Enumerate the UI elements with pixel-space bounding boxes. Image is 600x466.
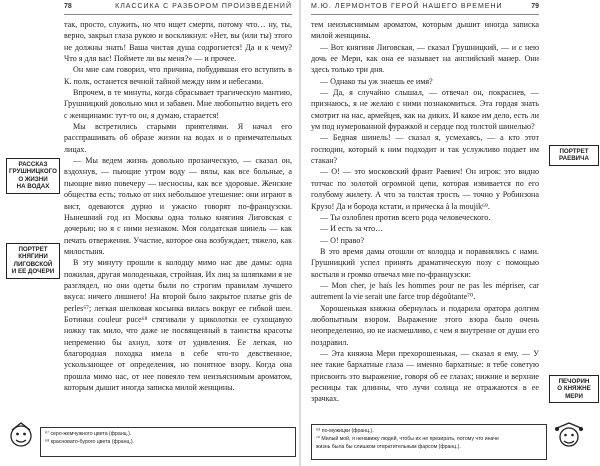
paragraph: — Mon cher, je haïs les hommes pour ne pas les mépriser, car autrement la vie serait une farce trop dégoûtante⁷⁰. <box>311 280 539 302</box>
paragraph: так, просто, служить, но что ищет смерти, потому что… ну, ты, верно, закрыл глаза рукою и воскликнул: «Нет, вы (или ты) этого не должны знать! Ваша чистая душа содрогнется! Да и к чему? Что я для вас! Поймете ли вы меня?» — и прочее. <box>64 20 292 64</box>
paragraph: — Да, я случайно слышал, — отвечал он, покраснев, — признаюсь, я не желаю с ними познакомиться. Эта гордая знать смотрит на нас, армейцев, как на диких. И какое им дело, есть ли ум под нумерованной фуражкой и сердце под толстой шинелью? <box>311 88 539 132</box>
jester-bells-icon <box>553 420 585 450</box>
left-body-text <box>64 19 292 393</box>
paragraph: Хорошенькая княжна обернулась и подарила оратора долгим любопытным взором. Выражение этого взора было очень неопределенно, но не насмешливо, с чем я внутренне от души его поздравил. <box>311 303 539 347</box>
left-running-title: КЛАССИКА С РАЗБОРОМ ПРОИЗВЕДЕНИЙ <box>115 3 292 10</box>
margin-note-grushnitsky-story: РАССКАЗ ГРУШНИЦКОГО О ЖИЗНИ НА ВОДАХ <box>6 158 60 194</box>
paragraph: — Эта княжна Мери прехорошенькая, — сказал я ему. — У нее такие бархатные глаза — именно бархатные: я тебе советую присвоить это выражение, говоря об ее глазах; нижние и верхние ресницы так длинны, что лучи солнца не отражаются в ее зрачках. <box>311 348 539 404</box>
margin-note-pechorin-about-mary: ПЕЧОРИН О КНЯЖНЕ МЕРИ <box>549 375 599 403</box>
paragraph: Он мне сам говорил, что причина, побудившая его вступить в К. полк, останется вечной тайной между ним и небесами. <box>64 65 292 86</box>
paragraph: — О! — это московский франт Раевич! Он игрок: это видно тотчас по золотой огромной цепи, которая извивается по его голубому жилету. А что за толстая трость — точно у Робинзона Крузо! Да и борода кстати, и прическа à la moujik⁶⁹. <box>311 167 539 211</box>
right-running-title: М.Ю. ЛЕРМОНТОВ ГЕРОЙ НАШЕГО ВРЕМЕНИ <box>311 3 503 10</box>
right-page-number: 79 <box>531 3 539 10</box>
paragraph: Мы встретились старыми приятелями. Я начал его расспрашивать об образе жизни на водах и о примечательных лицах. <box>64 122 292 154</box>
left-page-number: 78 <box>64 3 72 10</box>
footnote: ⁶⁸ красновато-бурого цвета (франц.). <box>45 439 135 445</box>
paragraph: — Ты озлоблен против всего рода человеческого. <box>320 212 491 222</box>
footnote: ⁶⁷ серо-жемчужного цвета (франц.). <box>45 431 132 437</box>
paragraph: — И есть за что… <box>320 224 384 234</box>
paragraph: — Мы ведем жизнь довольно прозаическую, — сказал он, вздохнув, — пьющие утром воду — вялы, как все больные, а пьющие вино повечеру — несносны, как все здоровые. Женские общества есть; только от них небольшое утешение: они играют в вист, одеваются дурно и ужасно говорят по-французски. Нынешний год из Москвы одна только княгиня Лиговская с дочерью; но я с ними незнаком. Моя солдатская шинель — как печать отвержения. Участие, которое она возбуждает, тяжело, как милостыня. <box>64 156 292 256</box>
paragraph: — Однако ты уж знаешь ее имя? <box>320 76 433 86</box>
paragraph: В эту минуту прошли к колодцу мимо нас две дамы: одна пожилая, другая молоденькая, стройная. Их лиц за шляпками я не разглядел, но они одеты были по строгим правилам лучшего вкуса: ничего лишнего! На второй было закрытое платье gris de perles⁶⁷; легкая шелковая косынка вилась вокруг ее гибкой шеи. Ботинки couleur puce⁶⁸ стягивали у щиколотки ее сухощавую ножку так мило, что даже не посвященный в таинства красоты непременно бы ахнул, хотя от удивления. Ее легкая, но благородная походка имела в себе что-то девственное, ускользающее от определения, но понятное взору. Когда она прошла мимо нас, от нее повеяло тем неизъяснимым ароматом, которым дышит иногда записка милой женщины. <box>64 258 292 392</box>
margin-note-ligovskaya-portrait: ПОРТРЕТ КНЯГИНИ ЛИГОВСКОЙ И ЕЕ ДОЧЕРИ <box>6 243 60 279</box>
right-page <box>301 0 600 466</box>
jester-face-icon <box>6 420 36 450</box>
paragraph: — О! право? <box>320 235 365 245</box>
margin-note-raevich-portrait: ПОРТРЕТ РАЕВИЧА <box>549 145 599 166</box>
left-footnotes <box>40 427 296 457</box>
footnote: ⁷⁰ Милый мой, я ненавижу людей, чтобы их не презирать, потому что иначе <box>316 436 499 442</box>
footnote: ⁶⁹ по-мужицки (франц.). <box>316 428 374 434</box>
right-footnotes <box>311 424 547 460</box>
paragraph: тем неизъяснимым ароматом, которым дышит иногда записка милой женщины. <box>311 20 539 41</box>
right-body-text <box>311 19 539 405</box>
paragraph: Впрочем, в те минуты, когда сбрасывает трагическую мантию, Грушницкий довольно мил и забавен. Мне любопытно видеть его с женщинами: тут-то он, я думаю, старается! <box>64 88 292 120</box>
paragraph: — Бедная шинель! — сказал я, усмехаясь, — а кто этот господин, который к ним подходит и так услужливо подает им стакан? <box>311 133 539 166</box>
left-running-header <box>64 0 292 15</box>
paragraph: В это время дамы отошли от колодца и поравнялись с нами. Грушницкий успел принять драматическую позу с помощью костыля и громко отвечал мне по-французски: <box>311 246 539 279</box>
footnote: жизнь была бы слишком отвратительным фарсом (франц.). <box>316 444 461 450</box>
right-running-header <box>311 0 539 15</box>
paragraph: — Вот княгиня Лиговская, — сказал Грушницкий, — и с нею дочь ее Мери, как она ее называет на английский манер. Они здесь только три дня. <box>311 42 539 75</box>
